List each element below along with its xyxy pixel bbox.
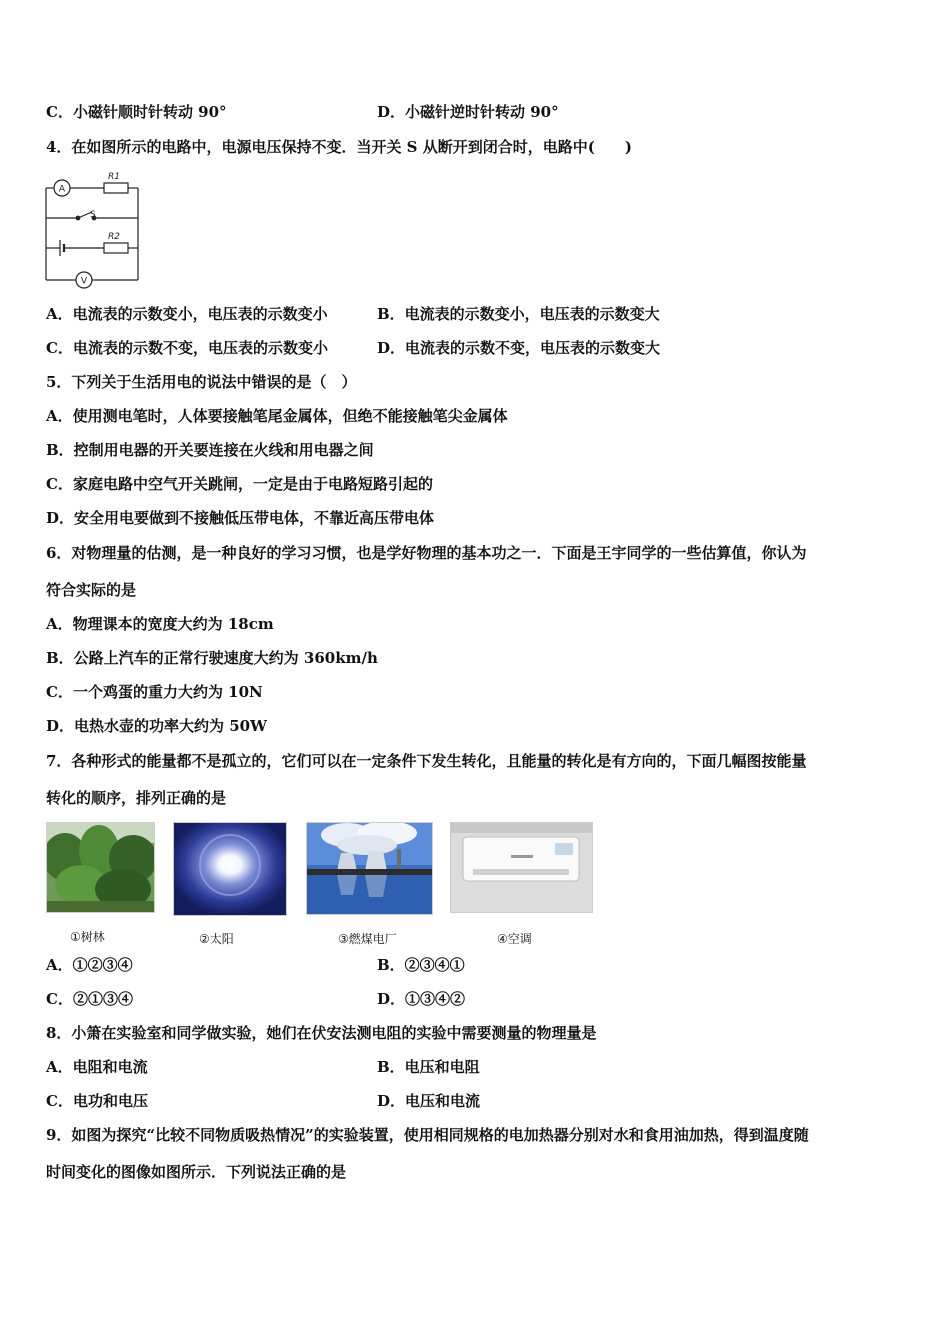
q5-option-a: A．使用测电笔时，人体要接触笔尾金属体，但绝不能接触笔尖金属体 [46, 407, 508, 425]
switch-label: S [90, 210, 96, 220]
q3-option-d: D．小磁针逆时针转动 90° [377, 103, 559, 121]
q4-option-a: A．电流表的示数变小，电压表的示数变小 [46, 305, 328, 323]
q6-option-c: C．一个鸡蛋的重力大约为 10N [46, 683, 263, 701]
caption-sun: ②太阳 [199, 932, 234, 946]
caption-forest: ①树林 [70, 930, 105, 944]
r1-label: R1 [108, 172, 120, 182]
q7-stem-line2: 转化的顺序，排列正确的是 [46, 789, 227, 807]
q7-option-d: D．①③④② [377, 990, 466, 1008]
q5-option-b: B．控制用电器的开关要连接在火线和用电器之间 [46, 441, 374, 459]
q9-stem-line1: 9．如图为探究“比较不同物质吸热情况”的实验装置，使用相同规格的电加热器分别对水和食用油加热，得到温度随 [46, 1126, 809, 1144]
q4-option-d: D．电流表的示数不变，电压表的示数变大 [377, 339, 661, 357]
q4-circuit-diagram [40, 168, 144, 290]
q8-option-d: D．电压和电流 [377, 1092, 481, 1110]
q7-option-b: B．②③④① [377, 956, 465, 974]
q4-option-c: C．电流表的示数不变，电压表的示数变小 [46, 339, 328, 357]
q5-option-d: D．安全用电要做到不接触低压带电体，不靠近高压带电体 [46, 509, 435, 527]
q6-stem-line2: 符合实际的是 [46, 581, 137, 599]
forest-image [46, 822, 155, 913]
q6-option-b: B．公路上汽车的正常行驶速度大约为 360km/h [46, 649, 378, 667]
voltmeter-label: V [80, 276, 88, 287]
q8-option-c: C．电功和电压 [46, 1092, 148, 1110]
q7-option-a: A．①②③④ [46, 956, 133, 974]
q8-option-a: A．电阻和电流 [46, 1058, 148, 1076]
air-conditioner-image [450, 822, 593, 913]
q7-option-c: C．②①③④ [46, 990, 133, 1008]
sun-image [173, 822, 287, 916]
q3-option-c: C．小磁针顺时针转动 90° [46, 103, 227, 121]
q4-stem: 4．在如图所示的电路中，电源电压保持不变．当开关 S 从断开到闭合时，电路中( ) [46, 138, 632, 156]
q4-option-b: B．电流表的示数变小，电压表的示数变大 [377, 305, 660, 323]
power-plant-image [306, 822, 433, 915]
r2-label: R2 [108, 232, 120, 242]
q5-option-c: C．家庭电路中空气开关跳闸，一定是由于电路短路引起的 [46, 475, 433, 493]
q6-option-a: A．物理课本的宽度大约为 18cm [46, 615, 274, 633]
caption-power-plant: ③燃煤电厂 [338, 932, 397, 946]
q8-option-b: B．电压和电阻 [377, 1058, 480, 1076]
q9-stem-line2: 时间变化的图像如图所示．下列说法正确的是 [46, 1163, 347, 1181]
q8-stem: 8．小箫在实验室和同学做实验，她们在伏安法测电阻的实验中需要测量的物理量是 [46, 1024, 597, 1042]
q7-stem-line1: 7．各种形式的能量都不是孤立的，它们可以在一定条件下发生转化，且能量的转化是有方向的，下面几幅图按能量 [46, 752, 807, 770]
q6-option-d: D．电热水壶的功率大约为 50W [46, 717, 267, 735]
q6-stem-line1: 6．对物理量的估测，是一种良好的学习习惯，也是学好物理的基本功之一．下面是王宇同学的一些估算值，你认为 [46, 544, 807, 562]
q5-stem: 5．下列关于生活用电的说法中错误的是（ ） [46, 373, 357, 391]
caption-air-conditioner: ④空调 [497, 932, 532, 946]
ammeter-label: A [58, 184, 66, 195]
